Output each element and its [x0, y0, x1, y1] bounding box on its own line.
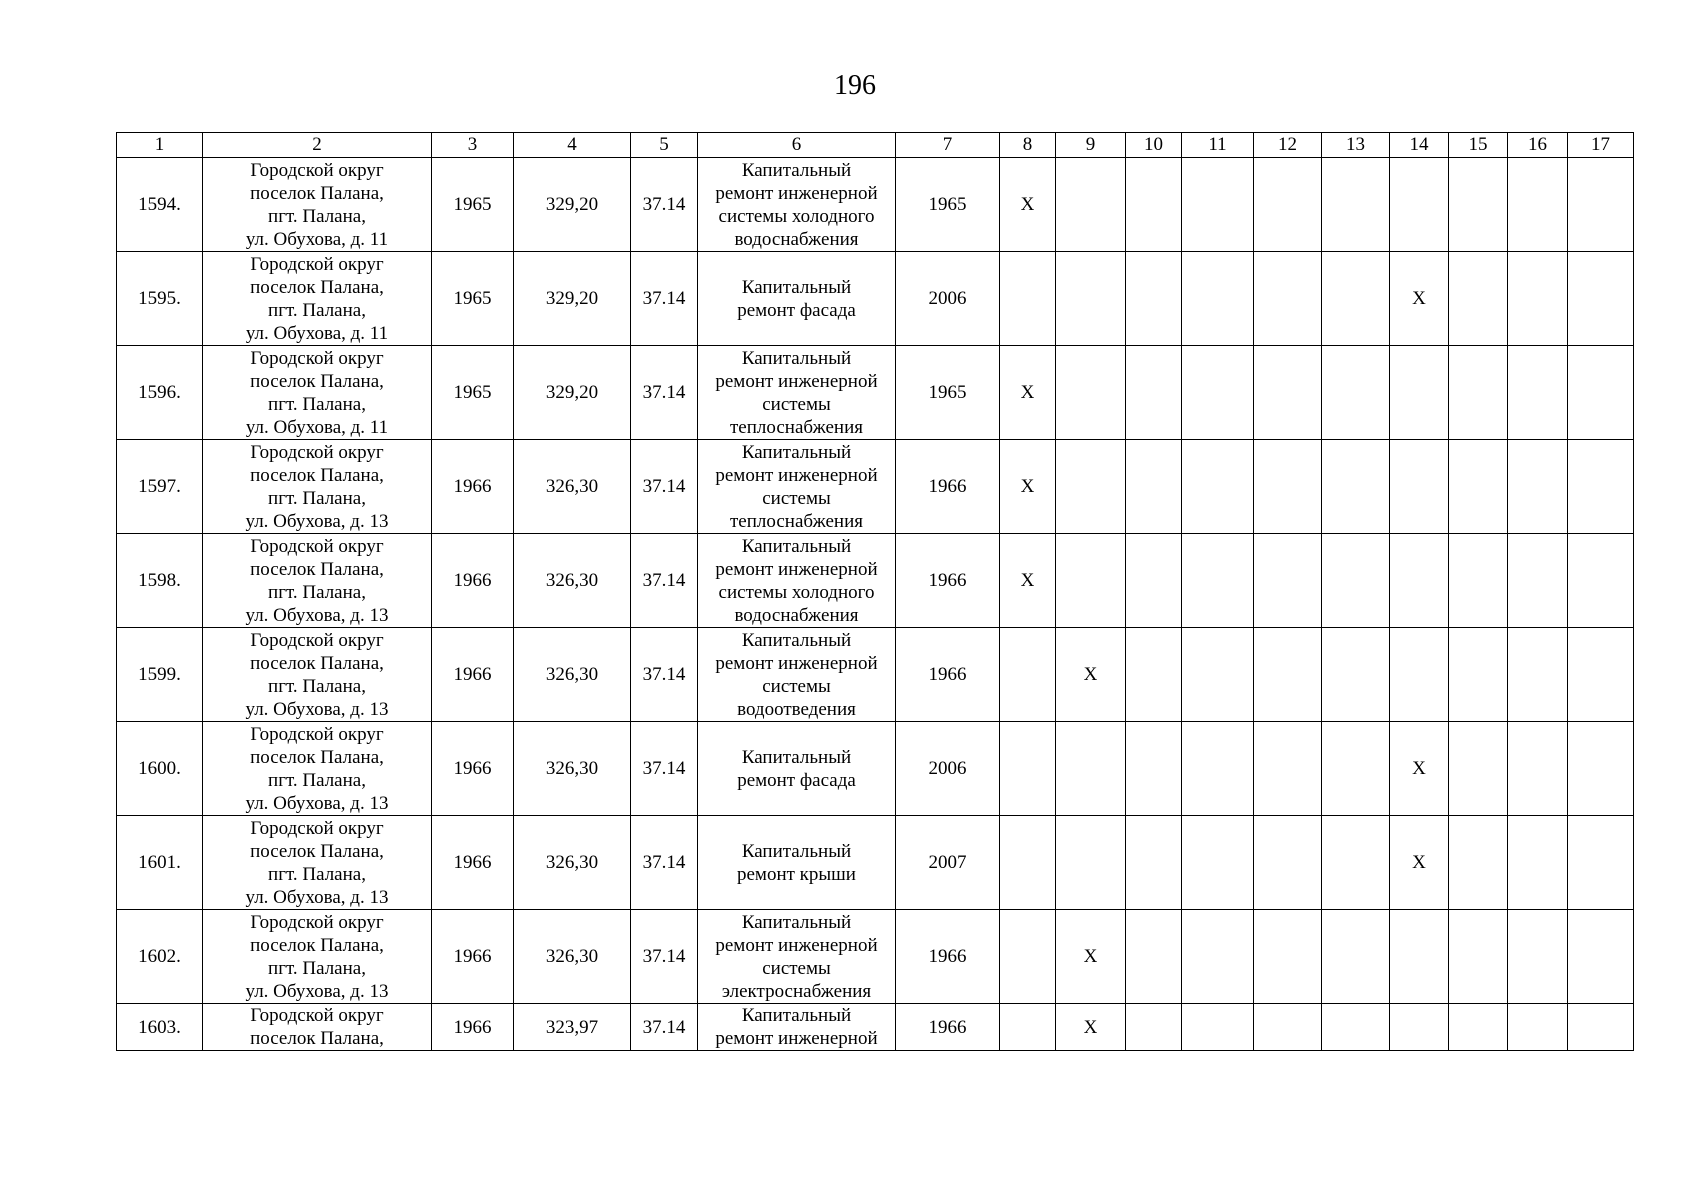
col-13-cell	[1322, 910, 1390, 1004]
col-15-cell	[1449, 158, 1508, 252]
col-9-cell	[1056, 252, 1126, 346]
row-number: 1595.	[117, 252, 203, 346]
col-17-cell	[1568, 346, 1634, 440]
work-text: Капитальный ремонт инженерной системы холодного водоснабжения	[715, 535, 878, 626]
col-15-cell	[1449, 910, 1508, 1004]
col-13-cell	[1322, 252, 1390, 346]
address-text: Городской округ поселок Палана, пгт. Палана, ул. Обухова, д. 13	[245, 723, 389, 814]
row-number: 1602.	[117, 910, 203, 1004]
col-14-cell: X	[1390, 816, 1449, 910]
table-row	[117, 816, 1634, 910]
col-11-cell	[1182, 252, 1254, 346]
work-year-cell: 2006	[896, 252, 1000, 346]
col-header-5: 5	[631, 133, 698, 158]
work-text: Капитальный ремонт инженерной	[715, 1005, 878, 1049]
col-10-cell	[1126, 628, 1182, 722]
address-text: Городской округ поселок Палана, пгт. Палана, ул. Обухова, д. 13	[245, 441, 389, 532]
work-year-cell: 1966	[896, 440, 1000, 534]
col-12-cell	[1254, 910, 1322, 1004]
col-11-cell	[1182, 158, 1254, 252]
col-9-cell	[1056, 440, 1126, 534]
area-cell: 326,30	[514, 628, 631, 722]
col-8-cell: X	[1000, 440, 1056, 534]
address-text: Городской округ поселок Палана, пгт. Палана, ул. Обухова, д. 11	[245, 253, 389, 344]
col-10-cell	[1126, 910, 1182, 1004]
col-8-cell	[1000, 816, 1056, 910]
address-text: Городской округ поселок Палана, пгт. Палана, ул. Обухова, д. 13	[245, 535, 389, 626]
col-9-cell	[1056, 816, 1126, 910]
year-cell: 1965	[432, 158, 514, 252]
work-year-cell: 2007	[896, 816, 1000, 910]
address-cell	[203, 1004, 432, 1051]
col-15-cell	[1449, 628, 1508, 722]
area-cell: 326,30	[514, 722, 631, 816]
col-header-13: 13	[1322, 133, 1390, 158]
area-cell: 326,30	[514, 910, 631, 1004]
work-year-cell: 1966	[896, 910, 1000, 1004]
col-8-cell	[1000, 1004, 1056, 1051]
row-number: 1601.	[117, 816, 203, 910]
row-number: 1598.	[117, 534, 203, 628]
col-15-cell	[1449, 722, 1508, 816]
col-13-cell	[1322, 346, 1390, 440]
row-number: 1603.	[117, 1004, 203, 1051]
column-number-row	[117, 133, 1634, 158]
col-12-cell	[1254, 158, 1322, 252]
col-14-cell	[1390, 158, 1449, 252]
col-14-cell	[1390, 628, 1449, 722]
address-text: Городской округ поселок Палана, пгт. Палана, ул. Обухова, д. 11	[245, 159, 389, 250]
work-year-cell: 1966	[896, 628, 1000, 722]
col-11-cell	[1182, 722, 1254, 816]
address-text: Городской округ поселок Палана, пгт. Палана, ул. Обухова, д. 11	[245, 347, 389, 438]
code-cell: 37.14	[631, 1004, 698, 1051]
year-cell: 1966	[432, 1004, 514, 1051]
area-cell: 326,30	[514, 534, 631, 628]
work-cell	[698, 1004, 896, 1051]
address-cell	[203, 816, 432, 910]
col-12-cell	[1254, 1004, 1322, 1051]
col-header-4: 4	[514, 133, 631, 158]
row-number: 1599.	[117, 628, 203, 722]
col-9-cell	[1056, 346, 1126, 440]
work-text: Капитальный ремонт крыши	[737, 840, 856, 885]
address-text: Городской округ поселок Палана, пгт. Палана, ул. Обухова, д. 13	[245, 911, 389, 1002]
col-9-cell	[1056, 722, 1126, 816]
col-17-cell	[1568, 910, 1634, 1004]
col-10-cell	[1126, 440, 1182, 534]
col-13-cell	[1322, 816, 1390, 910]
code-cell: 37.14	[631, 722, 698, 816]
work-text: Капитальный ремонт фасада	[737, 746, 856, 791]
col-header-16: 16	[1508, 133, 1568, 158]
col-15-cell	[1449, 440, 1508, 534]
col-13-cell	[1322, 534, 1390, 628]
address-cell	[203, 628, 432, 722]
work-year-cell: 2006	[896, 722, 1000, 816]
col-17-cell	[1568, 628, 1634, 722]
table-row	[117, 158, 1634, 252]
address-cell	[203, 910, 432, 1004]
area-cell: 329,20	[514, 252, 631, 346]
col-12-cell	[1254, 534, 1322, 628]
table-row	[117, 1004, 1634, 1051]
col-13-cell	[1322, 158, 1390, 252]
col-9-cell: X	[1056, 1004, 1126, 1051]
col-16-cell	[1508, 910, 1568, 1004]
work-cell	[698, 534, 896, 628]
col-8-cell	[1000, 910, 1056, 1004]
col-header-8: 8	[1000, 133, 1056, 158]
col-13-cell	[1322, 722, 1390, 816]
col-14-cell	[1390, 1004, 1449, 1051]
col-header-2: 2	[203, 133, 432, 158]
col-12-cell	[1254, 440, 1322, 534]
year-cell: 1966	[432, 628, 514, 722]
col-9-cell: X	[1056, 910, 1126, 1004]
work-year-cell: 1966	[896, 534, 1000, 628]
address-text: Городской округ поселок Палана, пгт. Палана, ул. Обухова, д. 13	[245, 629, 389, 720]
address-text: Городской округ поселок Палана,	[250, 1005, 384, 1049]
col-header-17: 17	[1568, 133, 1634, 158]
col-header-3: 3	[432, 133, 514, 158]
area-cell: 329,20	[514, 158, 631, 252]
work-cell	[698, 252, 896, 346]
col-header-15: 15	[1449, 133, 1508, 158]
table-row	[117, 628, 1634, 722]
address-cell	[203, 440, 432, 534]
col-12-cell	[1254, 628, 1322, 722]
row-number: 1597.	[117, 440, 203, 534]
col-header-7: 7	[896, 133, 1000, 158]
col-15-cell	[1449, 346, 1508, 440]
col-14-cell	[1390, 440, 1449, 534]
col-11-cell	[1182, 440, 1254, 534]
col-12-cell	[1254, 252, 1322, 346]
col-16-cell	[1508, 628, 1568, 722]
code-cell: 37.14	[631, 534, 698, 628]
year-cell: 1965	[432, 346, 514, 440]
code-cell: 37.14	[631, 816, 698, 910]
address-text: Городской округ поселок Палана, пгт. Палана, ул. Обухова, д. 13	[245, 817, 389, 908]
col-14-cell	[1390, 910, 1449, 1004]
col-11-cell	[1182, 628, 1254, 722]
col-17-cell	[1568, 816, 1634, 910]
code-cell: 37.14	[631, 158, 698, 252]
table-row	[117, 346, 1634, 440]
col-8-cell	[1000, 252, 1056, 346]
code-cell: 37.14	[631, 346, 698, 440]
col-8-cell: X	[1000, 158, 1056, 252]
year-cell: 1966	[432, 722, 514, 816]
col-8-cell: X	[1000, 346, 1056, 440]
col-17-cell	[1568, 252, 1634, 346]
col-16-cell	[1508, 440, 1568, 534]
year-cell: 1966	[432, 534, 514, 628]
work-text: Капитальный ремонт инженерной системы электроснабжения	[715, 911, 878, 1002]
work-cell	[698, 158, 896, 252]
repair-register-table	[116, 132, 1634, 1051]
col-11-cell	[1182, 816, 1254, 910]
table-row	[117, 252, 1634, 346]
year-cell: 1966	[432, 440, 514, 534]
col-16-cell	[1508, 346, 1568, 440]
col-11-cell	[1182, 346, 1254, 440]
col-header-1: 1	[117, 133, 203, 158]
area-cell: 326,30	[514, 816, 631, 910]
col-16-cell	[1508, 534, 1568, 628]
col-17-cell	[1568, 158, 1634, 252]
col-13-cell	[1322, 440, 1390, 534]
col-9-cell	[1056, 158, 1126, 252]
col-header-12: 12	[1254, 133, 1322, 158]
col-header-9: 9	[1056, 133, 1126, 158]
col-16-cell	[1508, 816, 1568, 910]
code-cell: 37.14	[631, 910, 698, 1004]
year-cell: 1965	[432, 252, 514, 346]
col-14-cell: X	[1390, 722, 1449, 816]
year-cell: 1966	[432, 910, 514, 1004]
work-text: Капитальный ремонт фасада	[737, 276, 856, 321]
col-12-cell	[1254, 816, 1322, 910]
table-row	[117, 722, 1634, 816]
year-cell: 1966	[432, 816, 514, 910]
col-14-cell	[1390, 346, 1449, 440]
table-row	[117, 440, 1634, 534]
work-cell	[698, 440, 896, 534]
address-cell	[203, 534, 432, 628]
work-cell	[698, 816, 896, 910]
work-year-cell: 1966	[896, 1004, 1000, 1051]
col-10-cell	[1126, 816, 1182, 910]
col-15-cell	[1449, 252, 1508, 346]
col-header-10: 10	[1126, 133, 1182, 158]
col-14-cell	[1390, 534, 1449, 628]
col-8-cell	[1000, 722, 1056, 816]
col-16-cell	[1508, 252, 1568, 346]
address-cell	[203, 158, 432, 252]
col-12-cell	[1254, 722, 1322, 816]
work-cell	[698, 722, 896, 816]
col-8-cell: X	[1000, 534, 1056, 628]
col-17-cell	[1568, 1004, 1634, 1051]
work-cell	[698, 628, 896, 722]
col-8-cell	[1000, 628, 1056, 722]
address-cell	[203, 722, 432, 816]
code-cell: 37.14	[631, 628, 698, 722]
col-16-cell	[1508, 722, 1568, 816]
row-number: 1600.	[117, 722, 203, 816]
col-10-cell	[1126, 722, 1182, 816]
table-row	[117, 534, 1634, 628]
work-year-cell: 1965	[896, 158, 1000, 252]
col-header-14: 14	[1390, 133, 1449, 158]
col-11-cell	[1182, 534, 1254, 628]
address-cell	[203, 346, 432, 440]
col-10-cell	[1126, 158, 1182, 252]
area-cell: 326,30	[514, 440, 631, 534]
col-15-cell	[1449, 1004, 1508, 1051]
col-header-11: 11	[1182, 133, 1254, 158]
col-16-cell	[1508, 1004, 1568, 1051]
page-number: 196	[834, 70, 876, 101]
col-10-cell	[1126, 534, 1182, 628]
col-9-cell	[1056, 534, 1126, 628]
col-17-cell	[1568, 534, 1634, 628]
col-13-cell	[1322, 1004, 1390, 1051]
work-year-cell: 1965	[896, 346, 1000, 440]
col-11-cell	[1182, 910, 1254, 1004]
col-15-cell	[1449, 534, 1508, 628]
col-17-cell	[1568, 722, 1634, 816]
col-17-cell	[1568, 440, 1634, 534]
area-cell: 323,97	[514, 1004, 631, 1051]
row-number: 1594.	[117, 158, 203, 252]
code-cell: 37.14	[631, 252, 698, 346]
col-15-cell	[1449, 816, 1508, 910]
col-10-cell	[1126, 252, 1182, 346]
col-16-cell	[1508, 158, 1568, 252]
col-header-6: 6	[698, 133, 896, 158]
col-13-cell	[1322, 628, 1390, 722]
address-cell	[203, 252, 432, 346]
work-text: Капитальный ремонт инженерной системы холодного водоснабжения	[715, 159, 878, 250]
work-cell	[698, 910, 896, 1004]
col-9-cell: X	[1056, 628, 1126, 722]
col-10-cell	[1126, 1004, 1182, 1051]
col-11-cell	[1182, 1004, 1254, 1051]
work-text: Капитальный ремонт инженерной системы теплоснабжения	[715, 347, 878, 438]
table-row	[117, 910, 1634, 1004]
work-text: Капитальный ремонт инженерной системы теплоснабжения	[715, 441, 878, 532]
row-number: 1596.	[117, 346, 203, 440]
col-12-cell	[1254, 346, 1322, 440]
col-10-cell	[1126, 346, 1182, 440]
code-cell: 37.14	[631, 440, 698, 534]
col-14-cell: X	[1390, 252, 1449, 346]
work-text: Капитальный ремонт инженерной системы водоотведения	[715, 629, 878, 720]
area-cell: 329,20	[514, 346, 631, 440]
work-cell	[698, 346, 896, 440]
